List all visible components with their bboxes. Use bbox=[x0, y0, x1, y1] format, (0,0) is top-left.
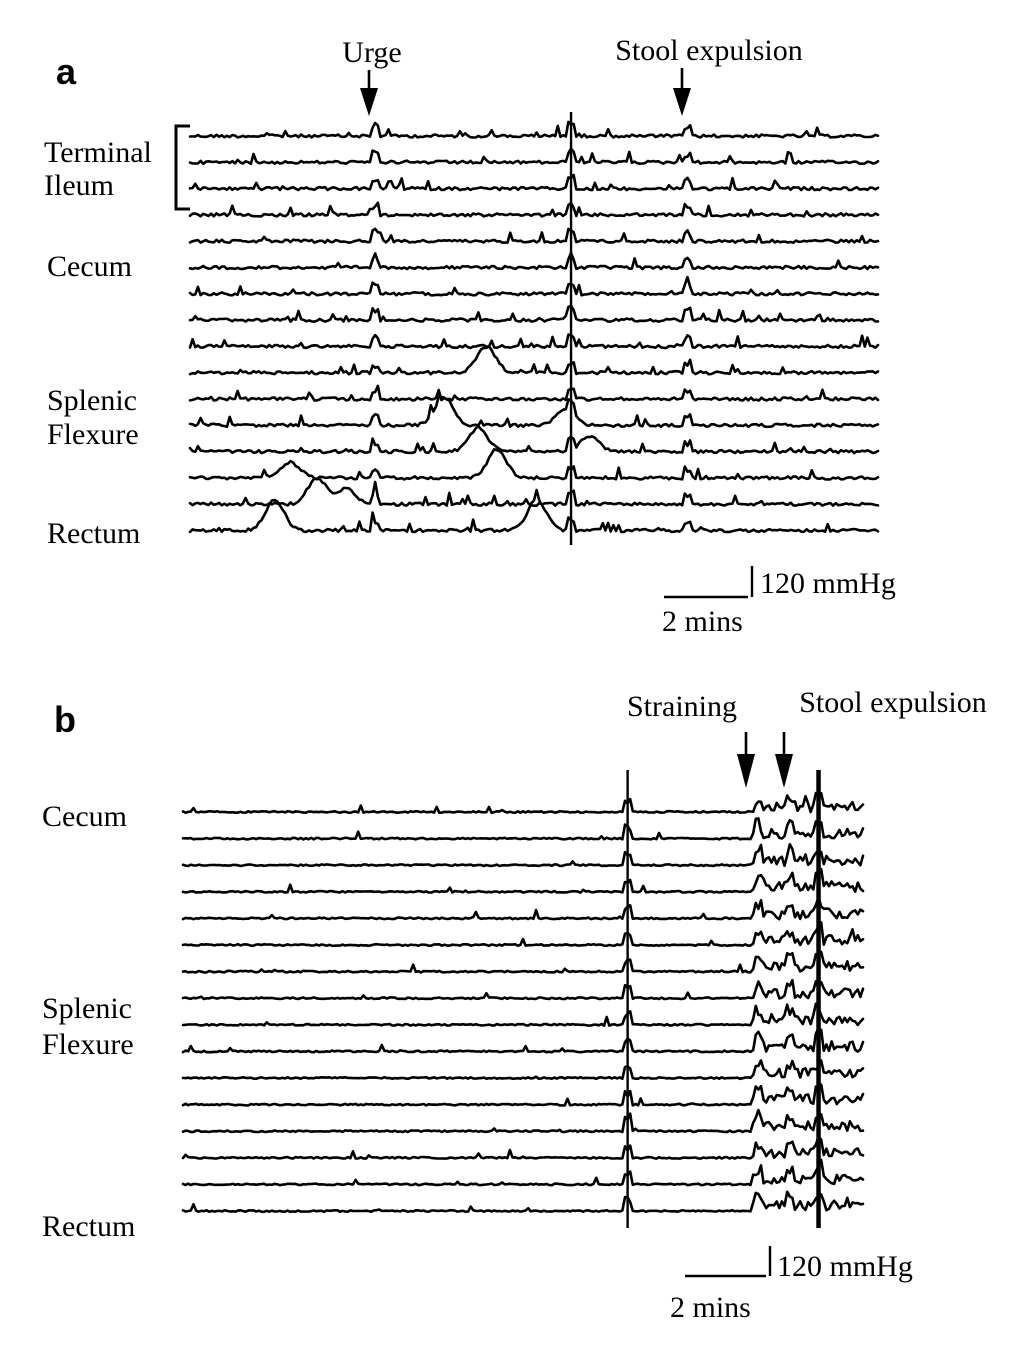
urge-annotation: Urge bbox=[342, 36, 402, 69]
splenic-label-b-line2: Flexure bbox=[42, 1028, 134, 1061]
pressure-trace-b-12 bbox=[183, 1085, 863, 1106]
stool-expulsion-annotation-b: Stool expulsion bbox=[799, 686, 987, 719]
pressure-trace-a-10 bbox=[190, 346, 878, 374]
pressure-trace-b-6 bbox=[183, 923, 863, 946]
pressure-trace-a-6 bbox=[190, 253, 878, 269]
pressure-trace-a-16 bbox=[190, 490, 878, 532]
straining-annotation: Straining bbox=[627, 690, 737, 723]
panel-b-letter: b bbox=[54, 699, 76, 740]
traces-a bbox=[190, 122, 878, 532]
pressure-trace-a-13 bbox=[190, 426, 878, 453]
pressure-trace-b-10 bbox=[183, 1028, 863, 1052]
panel-a-letter: a bbox=[56, 51, 77, 92]
pressure-trace-b-3 bbox=[183, 844, 863, 866]
pressure-trace-b-9 bbox=[183, 1004, 863, 1026]
panel-a bbox=[44, 34, 896, 638]
pressure-trace-b-14 bbox=[183, 1137, 863, 1159]
pressure-trace-b-13 bbox=[183, 1110, 863, 1132]
panel-b bbox=[42, 686, 987, 1324]
rectum-label-b: Rectum bbox=[42, 1210, 136, 1243]
pressure-scale-label-b: 120 mmHg bbox=[777, 1250, 913, 1283]
pressure-trace-b-4 bbox=[183, 869, 863, 892]
pressure-trace-b-8 bbox=[183, 980, 863, 999]
time-scale-label-b: 2 mins bbox=[670, 1291, 751, 1324]
pressure-trace-a-7 bbox=[190, 277, 878, 295]
stool-expulsion-annotation-a: Stool expulsion bbox=[615, 34, 803, 67]
terminal-ileum-label-line2: Ileum bbox=[44, 169, 114, 202]
pressure-trace-b-11 bbox=[183, 1061, 863, 1079]
traces-b bbox=[183, 793, 863, 1212]
pressure-trace-b-1 bbox=[183, 793, 863, 813]
rectum-label-a: Rectum bbox=[47, 517, 141, 550]
pressure-trace-a-9 bbox=[190, 335, 878, 348]
splenic-label-b-line1: Splenic bbox=[42, 992, 132, 1025]
straining-arrow-icon bbox=[737, 754, 755, 788]
time-scale-label-a: 2 mins bbox=[662, 605, 743, 638]
pressure-trace-a-14 bbox=[190, 449, 878, 479]
pressure-scale-label-a: 120 mmHg bbox=[760, 567, 896, 600]
pressure-trace-b-15 bbox=[183, 1160, 863, 1185]
cecum-label-a: Cecum bbox=[47, 250, 132, 283]
pressure-trace-a-11 bbox=[190, 386, 878, 401]
pressure-trace-a-3 bbox=[190, 175, 878, 190]
pressure-trace-a-2 bbox=[190, 149, 878, 164]
terminal-ileum-label-line1: Terminal bbox=[44, 136, 152, 169]
stool-arrow-b-icon bbox=[775, 754, 793, 788]
pressure-trace-a-8 bbox=[190, 306, 878, 322]
pressure-trace-a-4 bbox=[190, 203, 878, 217]
urge-arrow-icon bbox=[360, 88, 378, 116]
terminal-ileum-bracket bbox=[176, 126, 190, 209]
pressure-trace-a-5 bbox=[190, 229, 878, 243]
pressure-trace-b-5 bbox=[183, 897, 863, 919]
pressure-trace-b-7 bbox=[183, 952, 863, 973]
stool-arrow-a-icon bbox=[673, 88, 691, 116]
pressure-trace-b-2 bbox=[183, 818, 863, 839]
cecum-label-b: Cecum bbox=[42, 800, 127, 833]
splenic-label-a-line1: Splenic bbox=[47, 384, 137, 417]
splenic-label-a-line2: Flexure bbox=[47, 418, 139, 451]
pressure-trace-b-16 bbox=[183, 1192, 863, 1212]
pressure-trace-a-1 bbox=[190, 122, 878, 138]
